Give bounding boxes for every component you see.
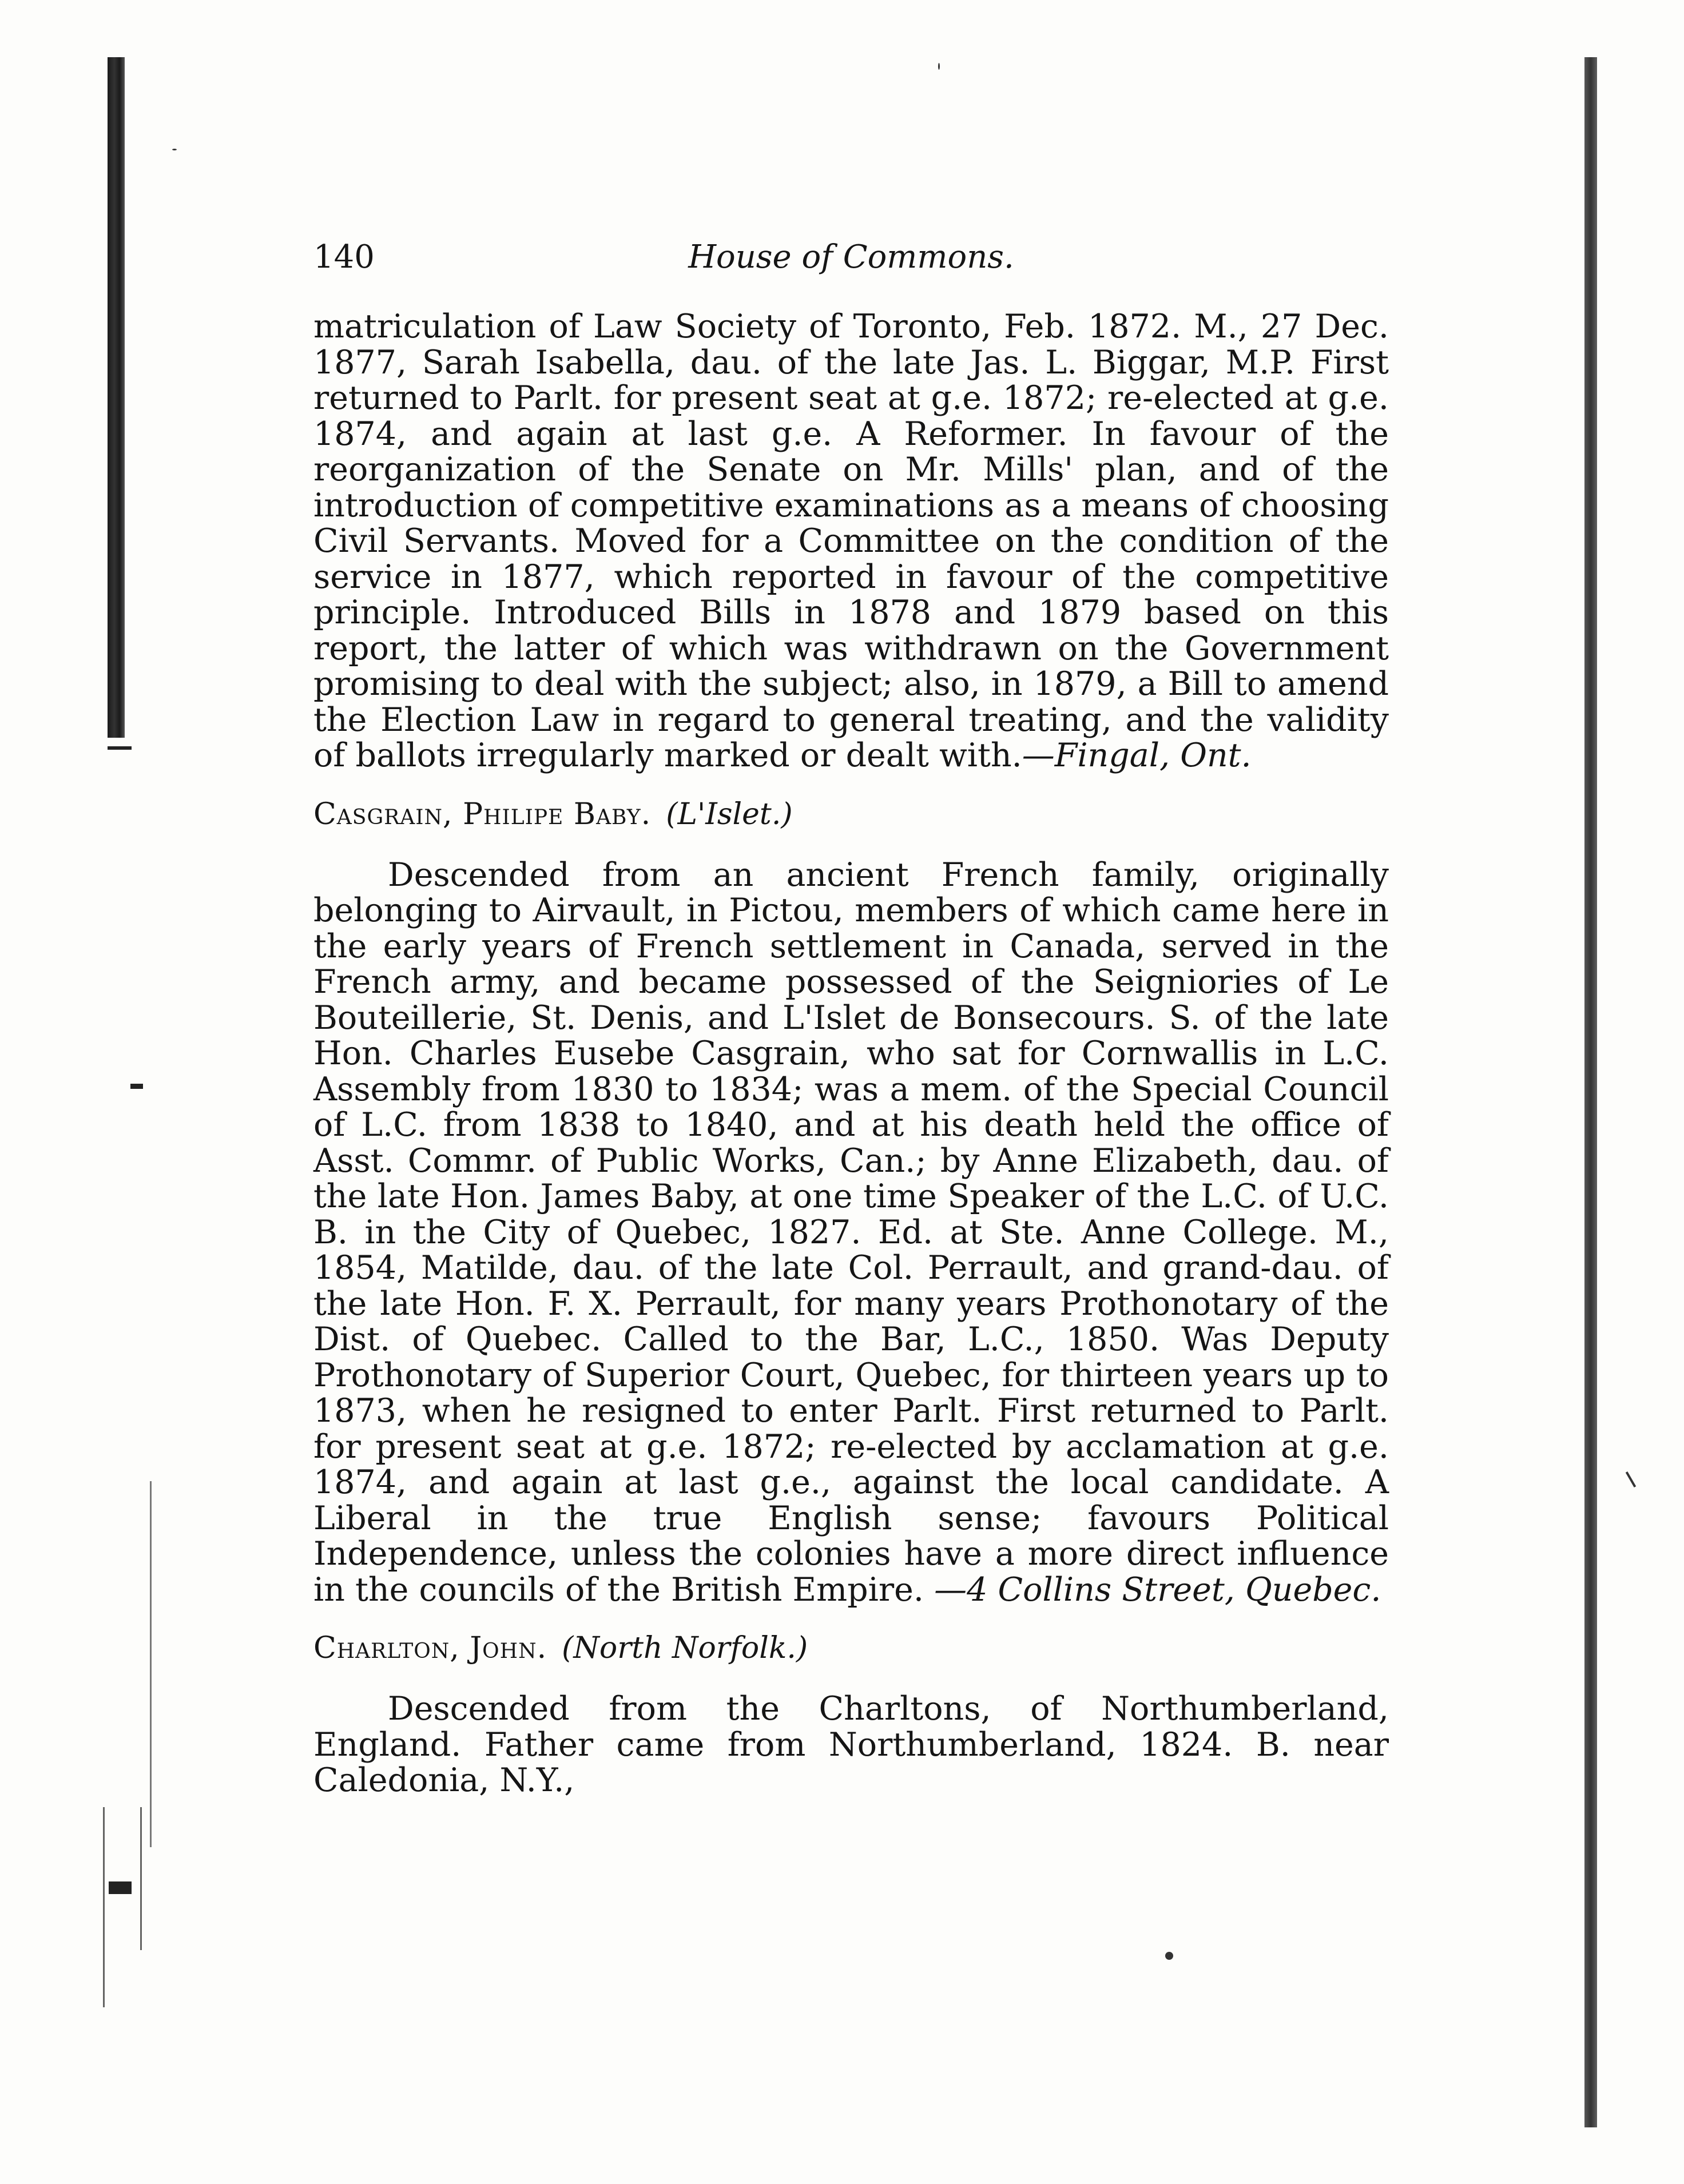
page-header [313,234,1389,280]
member-name: Charlton, John. [313,1631,547,1665]
scan-mark [140,1807,142,1950]
entry-address: —4 Collins Street, Quebec. [934,1570,1381,1609]
scan-speck [938,63,940,70]
scan-speck [172,149,177,150]
page-number: 140 [313,238,375,276]
member-riding: (North Norfolk.) [562,1631,808,1665]
continued-entry [313,309,1389,774]
scan-edge-left [108,57,125,738]
scan-mark [103,1807,105,2007]
entry-biography [313,857,1389,1608]
scan-speck [1626,1471,1636,1487]
scan-mark [150,1481,152,1847]
entry-body-text: matriculation of Law Society of Toronto, Feb. 1872. M., 27 Dec. 1877, Sarah Isabella, dau. of the late Jas. L. Biggar, M.P. First returned to Parlt. for present seat at g.e. 1872; re-elected at g.e. 1874, and again at last g.e. A Reformer. In favour of the reorganization of the Senate on Mr. Mills' plan, and of the introduction of competitive examinations as a means of choosing Civil Servants. Moved for a Committee on the condition of the service in 1877, which reported in favour of the competitive principle. Introduced Bills in 1878 and 1879 based on this report, the latter of which was withdrawn on the Government promising to deal with the subject; also, in 1879, a Bill to amend the Election Law in regard to general treating, and the validity of ballots irregularly marked or dealt with. [313,308,1389,774]
member-name: Casgrain, Philipe Baby. [313,797,652,832]
scan-speck [1165,1952,1173,1960]
entry-address: —Fingal, Ont. [1022,737,1252,774]
entry-biography [313,1691,1389,1799]
scan-edge-tick [108,746,132,750]
entry-heading [313,1630,1389,1666]
scan-mark [130,1084,143,1089]
scan-mark [109,1881,132,1894]
entry-body-text: Descended from an ancient French family, originally belonging to Airvault, in Pictou, members of which came here in the early years of French settlement in Canada, served in the French army, and became possessed of the Seigniories of Le Bouteillerie, St. Denis, and L'Islet de Bonsecours. S. of the late Hon. Charles Eusebe Casgrain, who sat for Cornwallis in L.C. Assembly from 1830 to 1834; was a mem. of the Special Council of L.C. from 1838 to 1840, and at his death held the office of Asst. Commr. of Public Works, Can.; by Anne Elizabeth, dau. of the late Hon. James Baby, at one time Speaker of the L.C. of U.C. B. in the City of Quebec, 1827. Ed. at Ste. Anne College. M., 1854, Matilde, dau. of the late Col. Perrault, and grand-dau. of the late Hon. F. X. Perrault, for many years Prothonotary of the Dist. of Quebec. Called to the Bar, L.C., 1850. Was Deputy Prothonotary of Superior Court, Quebec, for thirteen years up to 1873, when he resigned to enter Parlt. First returned to Parlt. for present seat at g.e. 1872; re-elected by acclamation at g.e. 1874, and again at last g.e., against the local candidate. A Liberal in the true English sense; favours Political Independence, unless the colonies have a more direct influence in the councils of the British Empire. [313,856,1389,1609]
member-riding: (L'Islet.) [666,797,793,832]
entry-body-text: Descended from the Charltons, of Northumberland, England. Father came from Northumberland, 1824. B. near Caledonia, N.Y., [313,1690,1389,1799]
page-content [313,309,1389,1799]
running-head: House of Commons. [688,238,1014,276]
scan-edge-right [1584,57,1597,2127]
entry-heading [313,797,1389,832]
